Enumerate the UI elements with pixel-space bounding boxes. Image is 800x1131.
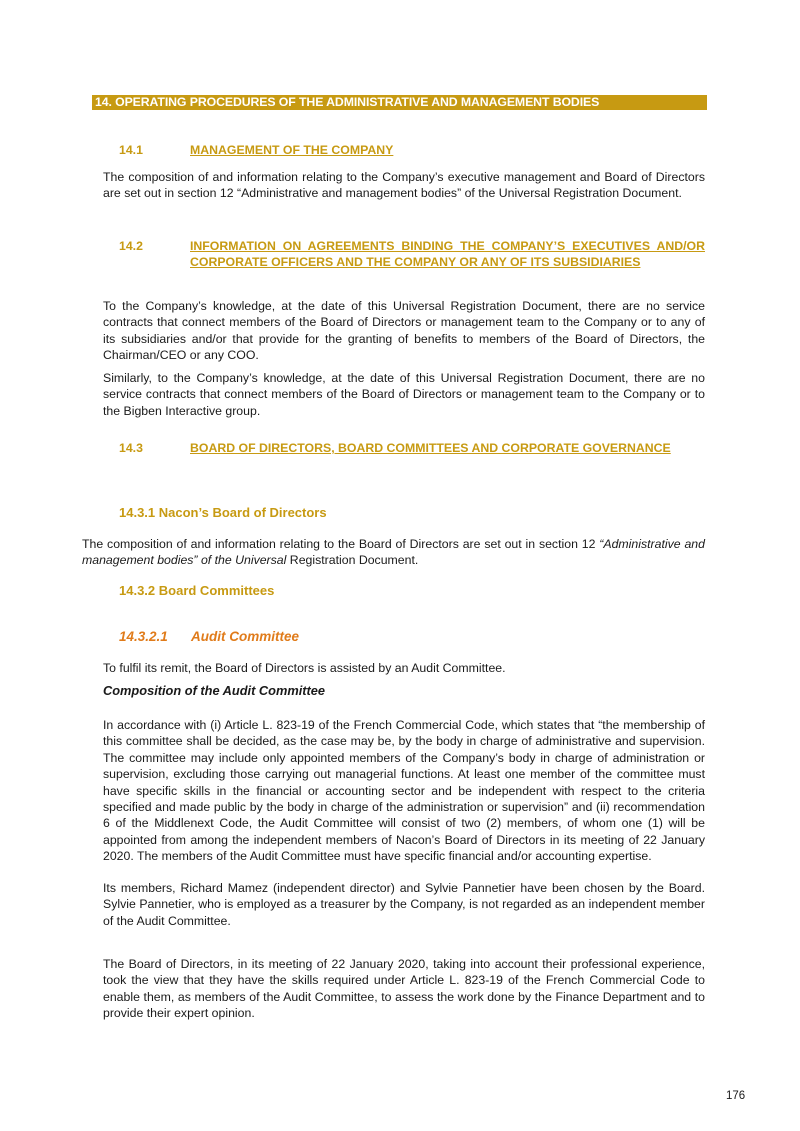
heading-title: BOARD OF DIRECTORS, BOARD COMMITTEES AND CORPORATE GOVERNANCE <box>190 441 671 455</box>
heading-number: 14.3 <box>119 441 143 455</box>
paragraph-management: The composition of and information relating to the Company’s executive management and Board of Directors are set out in section 12 “Administrative and management bodies” of the Universal Registration Document. <box>103 170 705 201</box>
heading-14-3-1: 14.3.1 Nacon’s Board of Directors <box>119 505 327 520</box>
heading-number: 14.1 <box>119 143 143 157</box>
heading-14-3-2: 14.3.2 Board Committees <box>119 583 275 598</box>
paragraph-bigben-contracts: Similarly, to the Company’s knowledge, at the date of this Universal Registration Document, there are no service contracts that connect members of the Board of Directors or management team to the Company or to the Bigben Interactive group. <box>103 371 705 418</box>
heading-14-3-2-1 <box>119 629 519 645</box>
paragraph-service-contracts: To the Company’s knowledge, at the date of this Universal Registration Document, there are no service contracts that connect members of the Board of Directors or management team to the Company or to any of its subsidiaries and/or that provide for the granting of benefits to members of the Board of Directors, the Chairman/CEO or any COO. <box>103 299 705 363</box>
heading-composition-audit-committee: Composition of the Audit Committee <box>103 683 326 698</box>
heading-14-2 <box>119 238 705 286</box>
heading-number: 14.3.2.1 <box>119 629 168 644</box>
page-number: 176 <box>726 1090 746 1102</box>
paragraph-board-of-directors: The composition of and information relating to the Board of Directors are set out in section 12 “Administrative and management bodies” of the Universal Registration Document. <box>82 537 705 568</box>
section-title-banner: 14. OPERATING PROCEDURES OF THE ADMINISTRATIVE AND MANAGEMENT BODIES <box>92 95 707 110</box>
heading-title: INFORMATION ON AGREEMENTS BINDING THE COMPANY’S EXECUTIVES AND/OR CORPORATE OFFICERS AND THE COMPANY OR ANY OF ITS SUBSIDIARIES <box>190 239 705 269</box>
heading-number: 14.2 <box>119 239 143 253</box>
paragraph-audit-composition: In accordance with (i) Article L. 823-19 of the French Commercial Code, which states that “the membership of this committee shall be decided, as the case may be, by the body in charge of administrative and supervision. The committee may include only appointed members of the Company’s body in charge of administration or supervision, excluding those carrying out managerial functions. At least one member of the committee must have specific skills in the financial or accounting sector and be independent with respect to the criteria specified and made public by the body in charge of the administration or supervision” and (ii) recommendation 6 of the Middlenext Code, the Audit Committee will consist of two (2) members, of whom one (1) will be appointed from among the independent members of Nacon’s Board of Directors in its meeting of 22 January 2020. The members of the Audit Committee must have specific financial and/or accounting expertise. <box>103 718 705 864</box>
paragraph-audit-intro: To fulfil its remit, the Board of Directors is assisted by an Audit Committee. <box>103 661 506 675</box>
paragraph-audit-members: Its members, Richard Mamez (independent director) and Sylvie Pannetier have been chosen by the Board. Sylvie Pannetier, who is employed as a treasurer by the Company, is not regarded as an independent member of the Audit Committee. <box>103 881 705 928</box>
heading-title: Audit Committee <box>191 629 299 644</box>
heading-title: MANAGEMENT OF THE COMPANY <box>190 143 394 157</box>
paragraph-audit-skills: The Board of Directors, in its meeting of 22 January 2020, taking into account their professional experience, took the view that they have the skills required under Article L. 823-19 of the French Commercial Code to enable them, as members of the Audit Committee, to assess the work done by the Finance Department and to provide their expert opinion. <box>103 957 705 1021</box>
heading-14-1 <box>119 142 705 158</box>
heading-14-3 <box>119 440 705 472</box>
